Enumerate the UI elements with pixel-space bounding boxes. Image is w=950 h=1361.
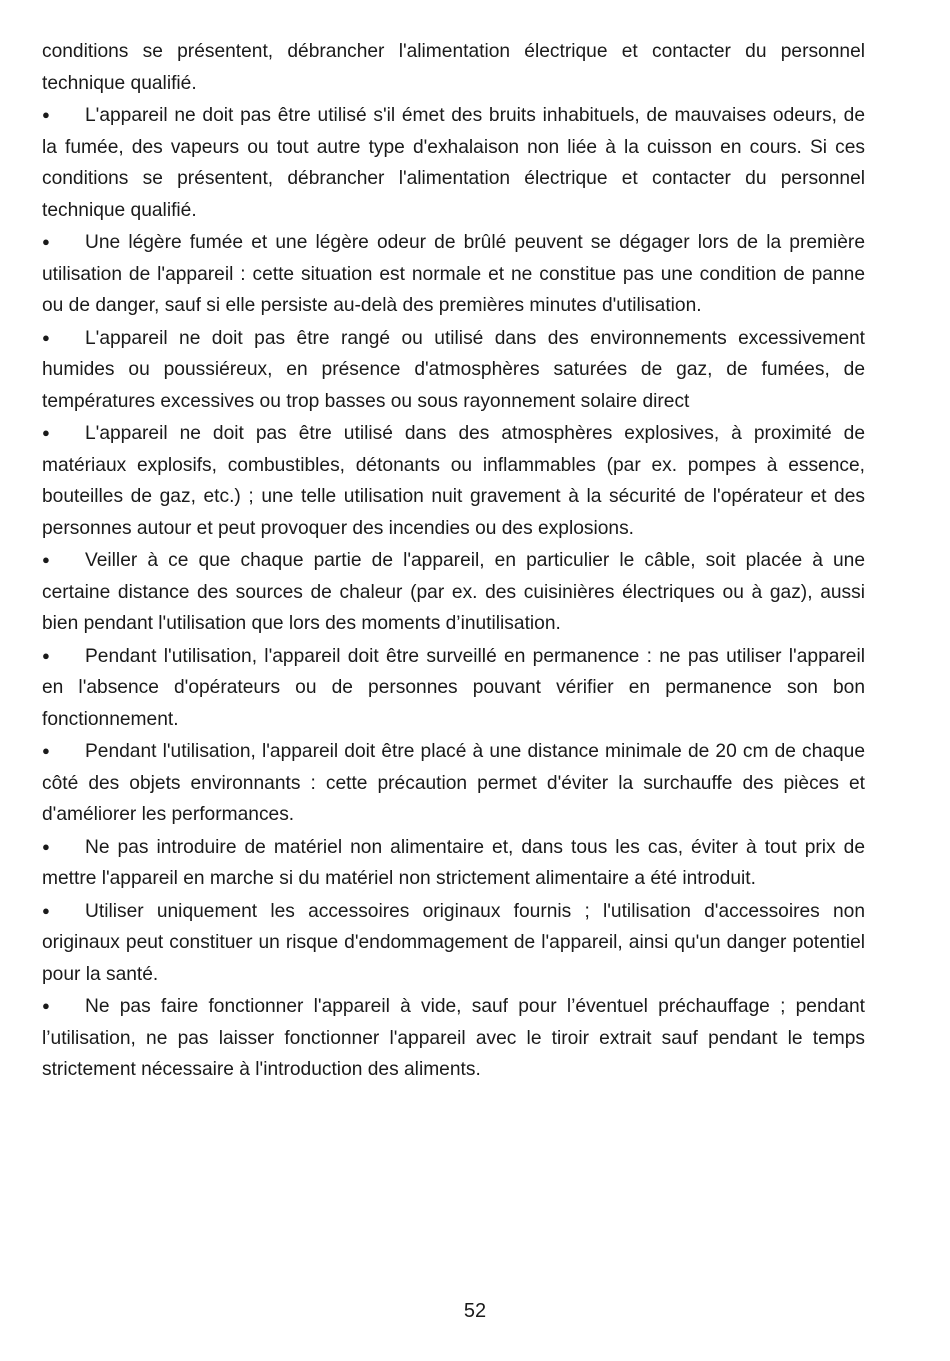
bullet-item bbox=[42, 417, 865, 544]
bullet-text: L'appareil ne doit pas être utilisé dans des atmosphères explosives, à proximité de matériaux explosifs, combustibles, détonants ou inflammables (par ex. pompes à essence, bouteilles de gaz, etc.) ; une telle utilisation nuit gravement à la sécurité de l'opérateur et des personnes autour et peut provoquer des incendies ou des explosions. bbox=[42, 423, 865, 539]
bullet-item bbox=[42, 322, 865, 418]
bullet-icon: ● bbox=[42, 647, 50, 663]
bullet-icon: ● bbox=[42, 107, 50, 122]
document-body bbox=[42, 36, 865, 1086]
bullet-text: Pendant l'utilisation, l'appareil doit être placé à une distance minimale de 20 cm de chaque côté des objets environnants : cette précaution permet d'éviter la surchauffe des pièces et d'améliorer les performances. bbox=[42, 741, 865, 825]
bullet-item bbox=[42, 990, 865, 1086]
bullet-item bbox=[42, 226, 865, 322]
bullet-item bbox=[42, 99, 865, 226]
bullet-item bbox=[42, 831, 865, 895]
bullet-text: Ne pas introduire de matériel non alimentaire et, dans tous les cas, éviter à tout prix de mettre l'appareil en marche si du matériel non strictement alimentaire a été introduit. bbox=[42, 836, 865, 889]
bullet-text: Une légère fumée et une légère odeur de brûlé peuvent se dégager lors de la première utilisation de l'appareil : cette situation est normale et ne constitue pas une condition de panne ou de danger, sauf si elle persiste au-delà des premières minutes d'utilisation. bbox=[42, 232, 865, 316]
bullet-icon: ● bbox=[42, 552, 50, 567]
bullet-item bbox=[42, 895, 865, 991]
bullet-text: Veiller à ce que chaque partie de l'appareil, en particulier le câble, soit placée à une certaine distance des sources de chaleur (par ex. des cuisinières électriques ou à gaz), aussi bien pendant l'utilisation que lors des moments d’inutilisation. bbox=[42, 550, 865, 634]
bullet-icon: ● bbox=[42, 743, 50, 758]
bullet-icon: ● bbox=[42, 234, 50, 249]
bullet-icon: ● bbox=[42, 902, 50, 918]
bullet-item bbox=[42, 544, 865, 640]
bullet-item bbox=[42, 735, 865, 831]
bullet-text: Pendant l'utilisation, l'appareil doit être surveillé en permanence : ne pas utiliser l'appareil en l'absence d'opérateurs ou de personnes pouvant vérifier en permanence son bon fonctionnement. bbox=[42, 645, 865, 730]
bullet-text: L'appareil ne doit pas être utilisé s'il émet des bruits inhabituels, de mauvaises odeurs, de la fumée, des vapeurs ou tout autre type d'exhalaison non liée à la cuisson en cours. Si ces conditions se présentent, débrancher l'alimentation électrique et contacter du personnel technique qualifié. bbox=[42, 105, 865, 221]
page-number: 52 bbox=[463, 1300, 487, 1322]
bullet-icon: ● bbox=[42, 998, 50, 1013]
bullet-item bbox=[42, 640, 865, 736]
bullet-text: Utiliser uniquement les accessoires originaux fournis ; l'utilisation d'accessoires non originaux peut constituer un risque d'endommagement de l'appareil, ainsi qu'un danger potentiel pour la santé. bbox=[42, 900, 865, 985]
bullet-icon: ● bbox=[42, 329, 50, 345]
intro-paragraph: conditions se présentent, débrancher l'alimentation électrique et contacter du personnel technique qualifié. bbox=[42, 41, 865, 94]
bullet-text: Ne pas faire fonctionner l'appareil à vide, sauf pour l’éventuel préchauffage ; pendant l’utilisation, ne pas laisser fonctionner l'appareil avec le tiroir extrait sauf pendant le temps strictement nécessaire à l'introduction des aliments. bbox=[42, 996, 865, 1080]
bullet-text: L'appareil ne doit pas être rangé ou utilisé dans des environnements excessivement humides ou poussiéreux, en présence d'atmosphères saturées de gaz, de fumées, de températures excessives ou trop basses ou sous rayonnement solaire direct bbox=[42, 327, 865, 412]
bullet-icon: ● bbox=[42, 425, 50, 440]
bullet-icon: ● bbox=[42, 838, 50, 854]
